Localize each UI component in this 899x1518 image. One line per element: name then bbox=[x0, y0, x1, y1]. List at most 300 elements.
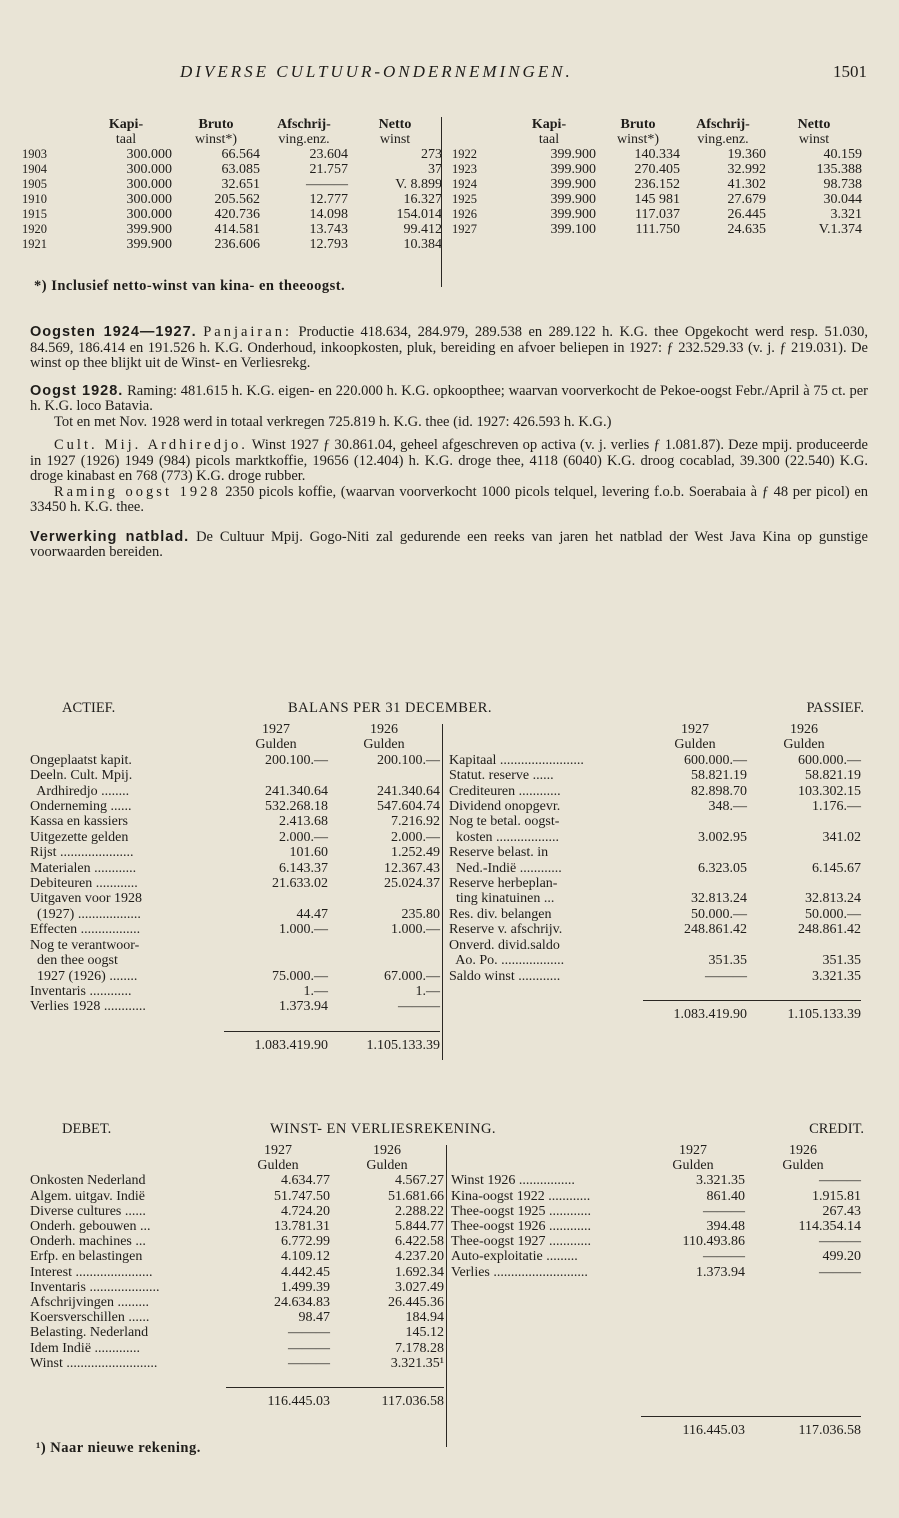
amount-current: 51.747.50 bbox=[274, 1188, 330, 1204]
value-cell: 399.100 bbox=[550, 222, 596, 237]
column-header: winst*) bbox=[195, 132, 237, 147]
year-cell: 1923 bbox=[452, 162, 477, 176]
debet-row bbox=[30, 1325, 444, 1340]
finance-header-row bbox=[22, 132, 442, 147]
line-label: Belasting. Nederland bbox=[30, 1325, 149, 1341]
table-row bbox=[452, 162, 862, 177]
line-label: ting kinatuinen ... bbox=[449, 891, 555, 907]
amount-current bbox=[224, 768, 328, 783]
amount-current bbox=[643, 814, 747, 829]
column-header: ving.enz. bbox=[278, 132, 330, 147]
amount-previous: 267.43 bbox=[822, 1203, 861, 1219]
line-label: Winst 1926 ................ bbox=[451, 1173, 575, 1189]
spacer bbox=[30, 1015, 440, 1032]
value-cell: 399.900 bbox=[126, 222, 172, 237]
amount-current: 1.— bbox=[303, 983, 328, 999]
value-cell: ——— bbox=[306, 177, 348, 192]
line-label: Crediteuren ............ bbox=[449, 783, 561, 799]
amount-current: 32.813.24 bbox=[691, 891, 747, 907]
line-label: Thee-oogst 1927 ............ bbox=[451, 1234, 591, 1250]
amount-previous: 2.288.22 bbox=[395, 1203, 444, 1219]
amount-current: ——— bbox=[288, 1340, 330, 1356]
passief-row bbox=[449, 845, 861, 860]
amount-previous: 351.35 bbox=[822, 953, 861, 969]
value-cell: 300.000 bbox=[126, 207, 172, 222]
actief-row bbox=[30, 891, 440, 906]
amount-current bbox=[224, 953, 328, 968]
debet-row bbox=[30, 1219, 444, 1234]
actief-row bbox=[30, 876, 440, 891]
amount-previous bbox=[747, 876, 861, 891]
running-header bbox=[0, 62, 899, 84]
line-label: Afschrijvingen ......... bbox=[30, 1295, 149, 1311]
total-current: 1.083.419.90 bbox=[643, 1000, 747, 1022]
amount-current: 351.35 bbox=[708, 953, 747, 969]
header-spacer bbox=[30, 1158, 226, 1173]
year-cell: 1905 bbox=[22, 177, 47, 191]
amount-previous: 6.145.67 bbox=[812, 860, 861, 876]
line-label: Onderh. machines ... bbox=[30, 1234, 146, 1250]
company-name: Panjairan: bbox=[203, 324, 292, 340]
line-label: Saldo winst ............ bbox=[449, 968, 561, 984]
total-previous: 1.105.133.39 bbox=[747, 1000, 861, 1022]
line-label: Idem Indië ............. bbox=[30, 1340, 141, 1356]
amount-current: 1.499.39 bbox=[281, 1279, 330, 1295]
line-label: Reserve v. afschrijv. bbox=[449, 922, 563, 938]
passief-row bbox=[449, 922, 861, 937]
column-header: Bruto bbox=[198, 117, 234, 132]
paragraph-lead: Raming oogst 1928 bbox=[54, 483, 221, 500]
debet-row bbox=[30, 1280, 444, 1295]
balance-actief bbox=[30, 722, 440, 1053]
amount-current bbox=[643, 845, 747, 860]
table-row bbox=[22, 207, 442, 222]
total-previous: 117.036.58 bbox=[330, 1388, 444, 1410]
amount-current: 4.442.45 bbox=[281, 1264, 330, 1280]
amount-current: 13.781.31 bbox=[274, 1219, 330, 1235]
credit-row bbox=[451, 1219, 861, 1234]
passief-total-row bbox=[449, 1000, 861, 1022]
line-label: Nog te betal. oogst- bbox=[449, 814, 560, 830]
year-cell: 1924 bbox=[452, 177, 477, 191]
line-label: Thee-oogst 1926 ............ bbox=[451, 1219, 591, 1235]
amount-previous: 114.354.14 bbox=[798, 1219, 861, 1235]
table-row bbox=[22, 162, 442, 177]
amount-current: 1.373.94 bbox=[696, 1264, 745, 1280]
amount-current: 6.143.37 bbox=[279, 860, 328, 876]
amount-previous: 4.237.20 bbox=[395, 1249, 444, 1265]
line-label: Kassa en kassiers bbox=[30, 814, 128, 830]
passief-row bbox=[449, 891, 861, 906]
amount-previous: 2.000.— bbox=[391, 829, 440, 845]
company-name: Cult. Mij. Ardhiredjo. bbox=[54, 437, 248, 453]
amount-current: 3.321.35 bbox=[696, 1173, 745, 1189]
value-cell: 135.388 bbox=[816, 162, 862, 177]
amount-previous bbox=[747, 814, 861, 829]
header-spacer bbox=[22, 117, 80, 132]
amount-previous: 12.367.43 bbox=[384, 860, 440, 876]
line-label: Onderneming ...... bbox=[30, 799, 132, 815]
amount-previous bbox=[328, 938, 440, 953]
line-label: Winst .......................... bbox=[30, 1355, 158, 1371]
column-header: Netto bbox=[378, 117, 412, 132]
pl-footnote: ¹) Naar nieuwe rekening. bbox=[36, 1440, 201, 1456]
balance-passief bbox=[449, 722, 861, 1022]
line-label: (1927) .................. bbox=[30, 906, 141, 922]
credit-year-row bbox=[451, 1143, 861, 1158]
line-label: Ao. Po. .................. bbox=[449, 953, 565, 969]
line-label: Uitgaven voor 1928 bbox=[30, 891, 142, 907]
value-cell: 12.777 bbox=[309, 192, 348, 207]
amount-previous: 1.000.— bbox=[391, 922, 440, 938]
header-spacer bbox=[22, 132, 80, 147]
actief-row bbox=[30, 784, 440, 799]
amount-current bbox=[224, 891, 328, 906]
amount-previous: 145.12 bbox=[405, 1325, 444, 1341]
passief-row bbox=[449, 938, 861, 953]
total-current: 1.083.419.90 bbox=[224, 1031, 328, 1053]
debet-row bbox=[30, 1204, 444, 1219]
line-label: Kina-oogst 1922 ............ bbox=[451, 1188, 591, 1204]
year-header: 1927 bbox=[681, 722, 709, 737]
value-cell: 399.900 bbox=[126, 237, 172, 252]
header-spacer bbox=[451, 1143, 641, 1158]
credit-total-row bbox=[451, 1417, 861, 1439]
amount-previous bbox=[328, 768, 440, 783]
year-header: 1926 bbox=[370, 722, 398, 737]
actief-row bbox=[30, 907, 440, 922]
amount-previous: 67.000.— bbox=[384, 968, 440, 984]
line-label: Interest ...................... bbox=[30, 1264, 153, 1280]
credit-unit-row bbox=[451, 1158, 861, 1173]
paragraph-raming bbox=[30, 485, 868, 516]
header-spacer bbox=[451, 1158, 641, 1173]
passief-row bbox=[449, 753, 861, 768]
amount-current: ——— bbox=[703, 1249, 745, 1265]
value-cell: V.1.374 bbox=[818, 222, 862, 237]
value-cell: 273 bbox=[421, 147, 442, 162]
amount-previous bbox=[747, 845, 861, 860]
amount-previous: 103.302.15 bbox=[798, 783, 861, 799]
value-cell: 414.581 bbox=[214, 222, 260, 237]
column-header: Bruto bbox=[620, 117, 656, 132]
line-label: Algem. uitgav. Indië bbox=[30, 1188, 145, 1204]
balance-heading bbox=[30, 700, 870, 720]
column-header: Netto bbox=[797, 117, 831, 132]
value-cell: 16.327 bbox=[403, 192, 442, 207]
debet-row bbox=[30, 1341, 444, 1356]
balance-divider bbox=[442, 724, 443, 1060]
column-header: taal bbox=[538, 132, 560, 147]
paragraph-body: Winst 1927 ƒ 30.861.04, geheel afgeschreven op activa (v. j. verlies ƒ 1.081.87). Deze mpij. produceerde in 1927 (1926) 1949 (984) picols marktkoffie, 19656 (12.404) h. K.G. droge thee, 4118 (6040) K.G. droog cocablad, 39.300 (22.540) K.G. droge kinabast en 768 (773) K.G. droge rubber. bbox=[30, 437, 868, 484]
credit-row bbox=[451, 1173, 861, 1188]
finance-header-row bbox=[452, 117, 862, 132]
value-cell: 399.900 bbox=[550, 177, 596, 192]
balance-heading-right: PASSIEF. bbox=[806, 700, 864, 716]
amount-previous: 58.821.19 bbox=[805, 768, 861, 784]
column-header: Afschrij- bbox=[277, 117, 331, 132]
actief-year-row bbox=[30, 722, 440, 737]
amount-current: 75.000.— bbox=[272, 968, 328, 984]
pl-heading bbox=[30, 1121, 870, 1141]
paragraph-tot-nov bbox=[30, 415, 868, 431]
unit-header: Gulden bbox=[363, 737, 405, 753]
value-cell: 24.635 bbox=[727, 222, 766, 237]
value-cell: 12.793 bbox=[309, 237, 348, 252]
amount-current: 110.493.86 bbox=[682, 1234, 745, 1250]
value-cell: V. 8.899 bbox=[395, 177, 442, 192]
unit-header: Gulden bbox=[255, 737, 297, 753]
amount-current: 82.898.70 bbox=[691, 783, 747, 799]
value-cell: 41.302 bbox=[727, 177, 766, 192]
paragraph-body: Productie 418.634, 284.979, 289.538 en 289.122 h. K.G. thee Opgekocht werd resp. 51.030, 84.569, 186.414 en 191.526 h. K.G. Onderhoud, inkoopkosten, pluk, bereiding en afvoer beliepen in 1927: ƒ 232.529.33 (v. j. ƒ 219.031). De winst op thee blijkt uit de Winst- en Verliesrekg. bbox=[30, 324, 869, 371]
header-spacer bbox=[30, 1143, 226, 1158]
debet-row bbox=[30, 1356, 444, 1371]
value-cell: 300.000 bbox=[126, 162, 172, 177]
paragraph-ardhiredjo bbox=[30, 438, 868, 485]
passief-row bbox=[449, 953, 861, 968]
amount-previous: 5.844.77 bbox=[395, 1219, 444, 1235]
debet-row bbox=[30, 1310, 444, 1325]
amount-previous: 1.915.81 bbox=[812, 1188, 861, 1204]
amount-previous: 1.252.49 bbox=[391, 845, 440, 861]
header-spacer bbox=[449, 737, 643, 752]
amount-current: 44.47 bbox=[296, 906, 328, 922]
total-previous: 117.036.58 bbox=[745, 1417, 861, 1439]
amount-current: 600.000.— bbox=[684, 752, 747, 768]
value-cell: 63.085 bbox=[221, 162, 260, 177]
line-label: Reserve herbeplan- bbox=[449, 876, 558, 892]
amount-current: 4.109.12 bbox=[281, 1249, 330, 1265]
credit-row bbox=[451, 1189, 861, 1204]
value-cell: 399.900 bbox=[550, 192, 596, 207]
amount-previous: 248.861.42 bbox=[798, 922, 861, 938]
table-row bbox=[22, 192, 442, 207]
actief-total-row bbox=[30, 1031, 440, 1053]
balance-heading-left: ACTIEF. bbox=[62, 700, 116, 716]
actief-row bbox=[30, 969, 440, 984]
amount-previous: 547.604.74 bbox=[377, 799, 440, 815]
amount-current bbox=[224, 938, 328, 953]
amount-current: 21.633.02 bbox=[272, 876, 328, 892]
amount-previous: ——— bbox=[819, 1264, 861, 1280]
year-header: 1926 bbox=[790, 722, 818, 737]
amount-previous: 1.176.— bbox=[812, 799, 861, 815]
year-cell: 1922 bbox=[452, 147, 477, 161]
paragraph-oogst-1928 bbox=[30, 384, 868, 415]
header-spacer bbox=[452, 117, 502, 132]
actief-row bbox=[30, 768, 440, 783]
actief-row bbox=[30, 845, 440, 860]
pl-debet bbox=[30, 1143, 444, 1409]
year-cell: 1915 bbox=[22, 207, 47, 221]
line-label: Inventaris .................... bbox=[30, 1279, 160, 1295]
year-cell: 1927 bbox=[452, 222, 477, 236]
unit-header: Gulden bbox=[672, 1158, 714, 1174]
amount-current: 1.000.— bbox=[279, 922, 328, 938]
value-cell: 19.360 bbox=[727, 147, 766, 162]
amount-previous: 4.567.27 bbox=[395, 1173, 444, 1189]
passief-row bbox=[449, 784, 861, 799]
total-spacer bbox=[30, 1031, 224, 1053]
amount-current: 50.000.— bbox=[691, 906, 747, 922]
value-cell: 30.044 bbox=[823, 192, 862, 207]
amount-previous bbox=[747, 938, 861, 953]
amount-current: ——— bbox=[703, 1203, 745, 1219]
year-cell: 1904 bbox=[22, 162, 47, 176]
debet-year-row bbox=[30, 1143, 444, 1158]
line-label: Kapitaal ........................ bbox=[449, 752, 584, 768]
line-label: Ongeplaatst kapit. bbox=[30, 752, 132, 768]
paragraph-body: Raming: 481.615 h. K.G. eigen- en 220.000 h. K.G. opkoopthee; waarvan voorverkocht de Pekoe-oogst Febr./April à 75 ct. per h. K.G. loco Batavia. bbox=[30, 382, 869, 414]
line-label: den thee oogst bbox=[30, 953, 118, 969]
debet-row bbox=[30, 1249, 444, 1264]
finance-header-row bbox=[452, 132, 862, 147]
amount-current: 3.002.95 bbox=[698, 829, 747, 845]
amount-current: 394.48 bbox=[706, 1219, 745, 1235]
value-cell: 399.900 bbox=[550, 207, 596, 222]
year-header: 1927 bbox=[262, 722, 290, 737]
value-cell: 14.098 bbox=[309, 207, 348, 222]
unit-header: Gulden bbox=[782, 1158, 824, 1174]
column-header: taal bbox=[115, 132, 137, 147]
value-cell: 300.000 bbox=[126, 147, 172, 162]
column-header: ving.enz. bbox=[697, 132, 749, 147]
amount-previous: ——— bbox=[398, 999, 440, 1015]
year-header: 1927 bbox=[264, 1143, 292, 1158]
amount-previous bbox=[328, 891, 440, 906]
column-header: Kapi- bbox=[531, 117, 567, 132]
credit-row bbox=[451, 1204, 861, 1219]
table-row bbox=[22, 222, 442, 237]
amount-previous: 341.02 bbox=[822, 829, 861, 845]
passief-row bbox=[449, 814, 861, 829]
passief-unit-row bbox=[449, 737, 861, 752]
page-title: DIVERSE CULTUUR-ONDERNEMINGEN. bbox=[180, 62, 573, 81]
value-cell: 3.321 bbox=[830, 207, 862, 222]
line-label: Debiteuren ............ bbox=[30, 876, 138, 892]
amount-previous: 241.340.64 bbox=[377, 783, 440, 799]
value-cell: 270.405 bbox=[634, 162, 680, 177]
value-cell: 399.900 bbox=[550, 162, 596, 177]
line-label: Reserve belast. in bbox=[449, 845, 549, 861]
value-cell: 23.604 bbox=[309, 147, 348, 162]
actief-row bbox=[30, 922, 440, 937]
amount-current: 348.— bbox=[708, 799, 747, 815]
pl-heading-right: CREDIT. bbox=[809, 1121, 864, 1137]
paragraph-body: 2350 picols koffie, (waarvan voorverkocht 1000 picols telquel, levering f.o.b. Soerabaia à ƒ 48 per picol) en 33450 h. K.G. thee. bbox=[30, 483, 869, 515]
spacer bbox=[30, 1371, 444, 1388]
value-cell: 154.014 bbox=[396, 207, 442, 222]
spacer-row bbox=[449, 984, 861, 1001]
amount-current: ——— bbox=[705, 968, 747, 984]
amount-current: 241.340.64 bbox=[265, 783, 328, 799]
credit-row bbox=[451, 1265, 861, 1280]
actief-row bbox=[30, 984, 440, 999]
line-label: Diverse cultures ...... bbox=[30, 1203, 146, 1219]
passief-year-row bbox=[449, 722, 861, 737]
amount-previous: 51.681.66 bbox=[388, 1188, 444, 1204]
finance-table-right bbox=[452, 117, 862, 237]
debet-row bbox=[30, 1173, 444, 1188]
paragraph-body: De Cultuur Mpij. Gogo-Niti zal gedurende een reeks van jaren het natblad der West Java Kina op gunstige voorwaarden bereiden. bbox=[30, 528, 868, 560]
amount-previous: 235.80 bbox=[401, 906, 440, 922]
value-cell: 236.606 bbox=[214, 237, 260, 252]
amount-current: 2.000.— bbox=[279, 829, 328, 845]
line-label: Verlies ........................... bbox=[451, 1264, 588, 1280]
actief-row bbox=[30, 799, 440, 814]
amount-previous: 7.216.92 bbox=[391, 814, 440, 830]
value-cell: 111.750 bbox=[635, 222, 680, 237]
value-cell: 300.000 bbox=[126, 192, 172, 207]
paragraph-verwerking bbox=[30, 530, 868, 561]
header-spacer bbox=[30, 737, 224, 752]
amount-previous bbox=[328, 953, 440, 968]
amount-current: ——— bbox=[288, 1355, 330, 1371]
line-label: Onverd. divid.saldo bbox=[449, 937, 560, 953]
finance-header-row bbox=[22, 117, 442, 132]
value-cell: 98.738 bbox=[823, 177, 862, 192]
finance-table-left bbox=[22, 117, 442, 252]
pl-heading-title: WINST- EN VERLIESREKENING. bbox=[270, 1121, 497, 1137]
year-cell: 1926 bbox=[452, 207, 477, 221]
line-label: Koersverschillen ...... bbox=[30, 1310, 150, 1326]
amount-previous: 1.— bbox=[415, 983, 440, 999]
year-header: 1927 bbox=[679, 1143, 707, 1158]
actief-row bbox=[30, 753, 440, 768]
passief-row bbox=[449, 969, 861, 984]
amount-current bbox=[643, 938, 747, 953]
year-cell: 1921 bbox=[22, 237, 47, 251]
actief-unit-row bbox=[30, 737, 440, 752]
year-cell: 1925 bbox=[452, 192, 477, 206]
amount-current: 101.60 bbox=[289, 845, 328, 861]
debet-row bbox=[30, 1295, 444, 1310]
spacer bbox=[449, 984, 861, 1001]
line-label: Materialen ............ bbox=[30, 860, 137, 876]
line-label: Auto-exploitatie ......... bbox=[451, 1249, 578, 1265]
amount-previous: ——— bbox=[819, 1173, 861, 1189]
paragraph-lead: Oogst 1928. bbox=[30, 382, 124, 399]
table-row bbox=[22, 177, 442, 192]
amount-current: 98.47 bbox=[298, 1310, 330, 1326]
unit-header: Gulden bbox=[783, 737, 825, 753]
column-header: Kapi- bbox=[108, 117, 144, 132]
amount-current: 6.323.05 bbox=[698, 860, 747, 876]
spacer-row bbox=[30, 1371, 444, 1388]
unit-header: Gulden bbox=[257, 1158, 299, 1174]
debet-row bbox=[30, 1189, 444, 1204]
amount-previous: 32.813.24 bbox=[805, 891, 861, 907]
amount-previous: 3.027.49 bbox=[395, 1279, 444, 1295]
debet-row bbox=[30, 1234, 444, 1249]
table-row bbox=[452, 222, 862, 237]
total-current: 116.445.03 bbox=[226, 1388, 330, 1410]
line-label: Verlies 1928 ............ bbox=[30, 999, 146, 1015]
paragraph-lead: Oogsten 1924—1927. bbox=[30, 324, 197, 340]
table-row bbox=[452, 147, 862, 162]
year-cell: 1920 bbox=[22, 222, 47, 236]
finance-footnote: *) Inclusief netto-winst van kina- en theeoogst. bbox=[34, 278, 346, 294]
value-cell: 21.757 bbox=[309, 162, 348, 177]
value-cell: 140.334 bbox=[634, 147, 680, 162]
line-label: Uitgezette gelden bbox=[30, 829, 129, 845]
table-row bbox=[22, 147, 442, 162]
amount-current: 58.821.19 bbox=[691, 768, 747, 784]
actief-row bbox=[30, 830, 440, 845]
value-cell: 37 bbox=[428, 162, 442, 177]
value-cell: 32.992 bbox=[727, 162, 766, 177]
